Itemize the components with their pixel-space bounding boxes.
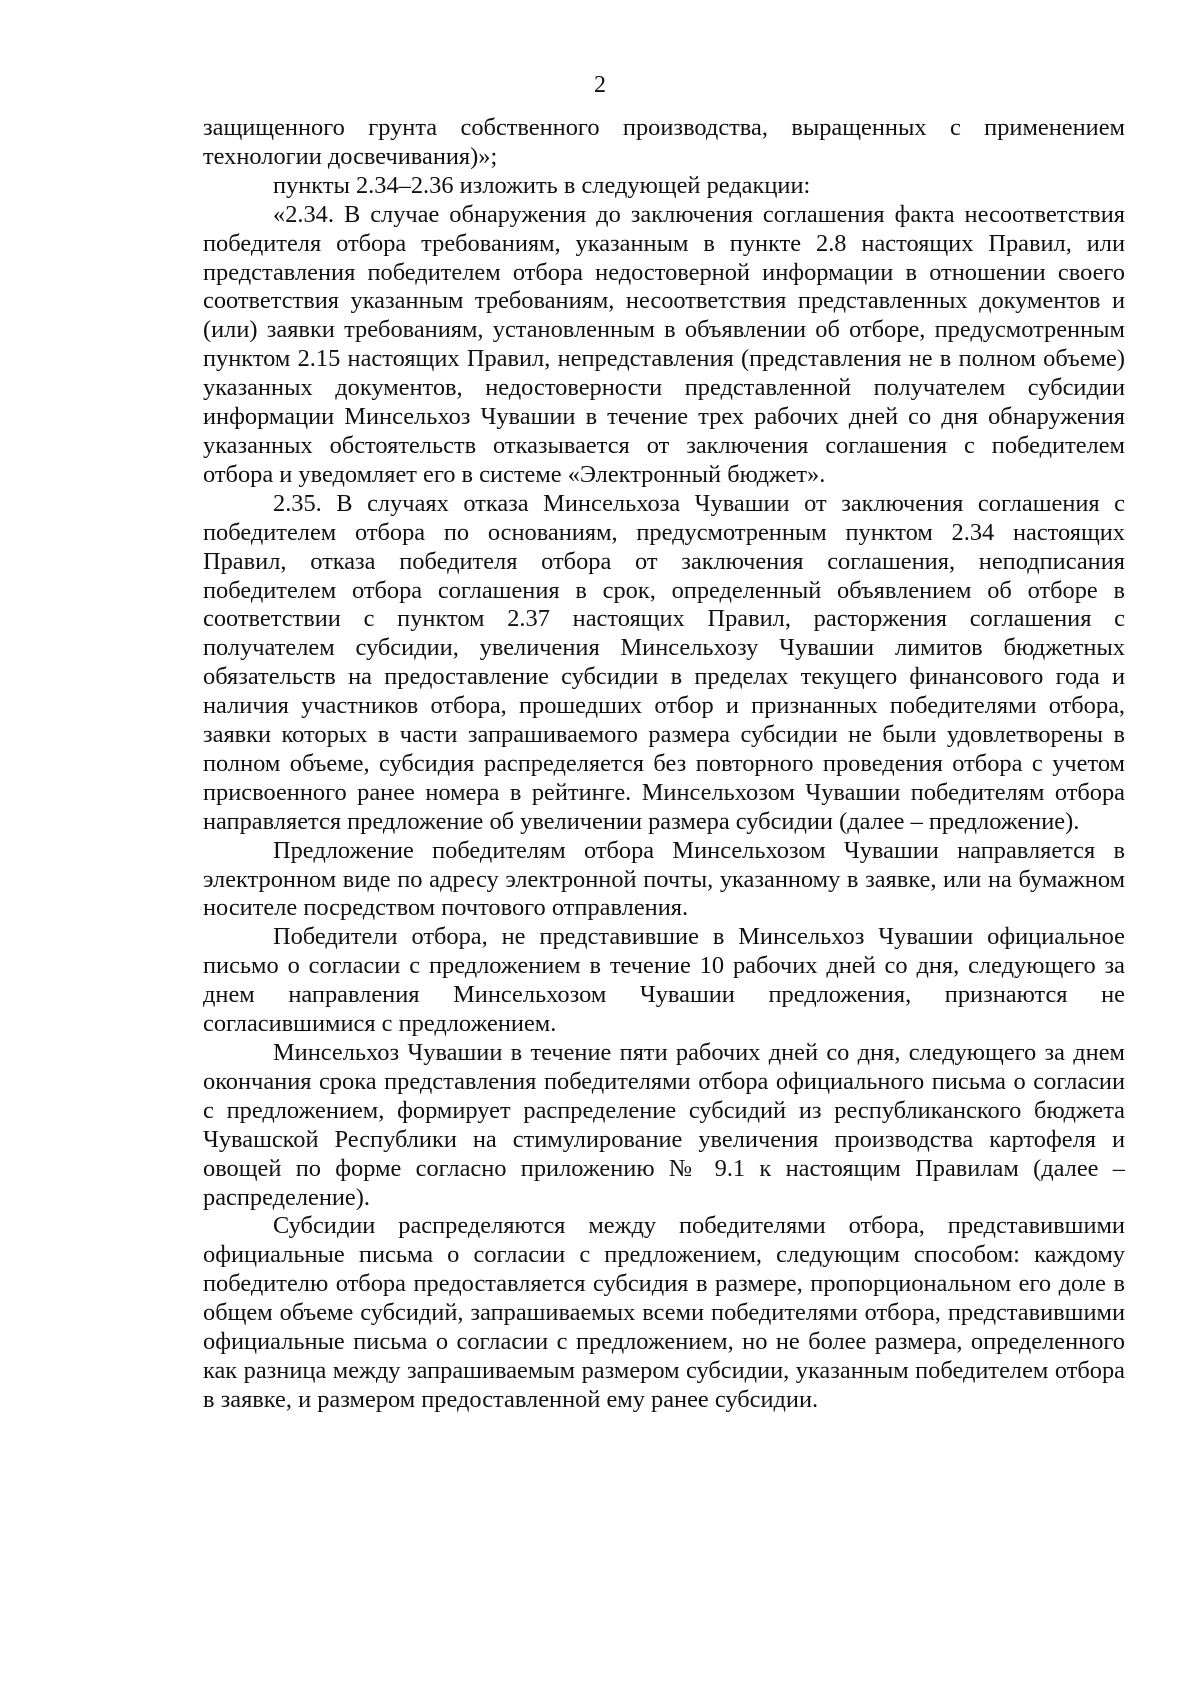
document-body (203, 114, 1125, 1415)
paragraph-offer-response: Победители отбора, не представившие в Минсельхоз Чувашии официальное письмо о согласии с предложением в течение 10 рабочих дней со дня, следующего за днем направления Минсельхозом Чувашии предложения, признаются не согласившимися с предложением. (203, 923, 1125, 1038)
page-number: 2 (594, 72, 606, 98)
paragraph-distribution-forming: Минсельхоз Чувашии в течение пяти рабочих дней со дня, следующего за днем окончания срока представления победителями отбора официального письма о согласии с предложением, формирует распределение субсидий из республиканского бюджета Чувашской Республики на стимулирование увеличения производства картофеля и овощей по форме согласно приложению № 9.1 к настоящим Правилам (далее – распределение). (203, 1039, 1125, 1211)
paragraph-amendment-intro: пункты 2.34–2.36 изложить в следующей редакции: (273, 171, 811, 199)
paragraph-continuation: защищенного грунта собственного производства, выращенных с применением технологии досвечивания)»; (203, 114, 1125, 170)
paragraph-offer-delivery: Предложение победителям отбора Минсельхозом Чувашии направляется в электронном виде по адресу электронной почты, указанному в заявке, или на бумажном носителе посредством почтового отправления. (203, 836, 1125, 922)
paragraph-2-34: «2.34. В случае обнаружения до заключения соглашения факта несоответствия победителя отбора требованиям, указанным в пункте 2.8 настоящих Правил, или представления победителем отбора недостоверной информации в отношении своего соответствия указанным требованиям, несоответствия представленных документов и (или) заявки требованиям, установленным в объявлении об отборе, предусмотренным пунктом 2.15 настоящих Правил, непредставления (представления не в полном объеме) указанных документов, недостоверности представленной получателем субсидии информации Минсельхоз Чувашии в течение трех рабочих дней со дня обнаружения указанных обстоятельств отказывается от заключения соглашения с победителем отбора и уведомляет его в системе «Электронный бюджет». (203, 200, 1125, 488)
paragraph-distribution-method: Субсидии распределяются между победителями отбора, представившими официальные письма о согласии с предложением, следующим способом: каждому победителю отбора предоставляется субсидия в размере, пропорциональном его доле в общем объеме субсидий, запрашиваемых всеми победителями отбора, представившими официальные письма о согласии с предложением, но не более размера, определенного как разница между запрашиваемым размером субсидии, указанным победителем отбора в заявке, и размером предоставленной ему ранее субсидии. (203, 1212, 1125, 1413)
paragraph-2-35: 2.35. В случаях отказа Минсельхоза Чувашии от заключения соглашения с победителем отбора по основаниям, предусмотренным пунктом 2.34 настоящих Правил, отказа победителя отбора от заключения соглашения, неподписания победителем отбора соглашения в срок, определенный объявлением об отборе в соответствии с пунктом 2.37 настоящих Правил, расторжения соглашения с получателем субсидии, увеличения Минсельхозу Чувашии лимитов бюджетных обязательств на предоставление субсидии в пределах текущего финансового года и наличия участников отбора, прошедших отбор и признанных победителями отбора, заявки которых в части запрашиваемого размера субсидии не были удовлетворены в полном объеме, субсидия распределяется без повторного проведения отбора с учетом присвоенного ранее номера в рейтинге. Минсельхозом Чувашии победителям отбора направляется предложение об увеличении размера субсидии (далее – предложение). (203, 489, 1125, 835)
